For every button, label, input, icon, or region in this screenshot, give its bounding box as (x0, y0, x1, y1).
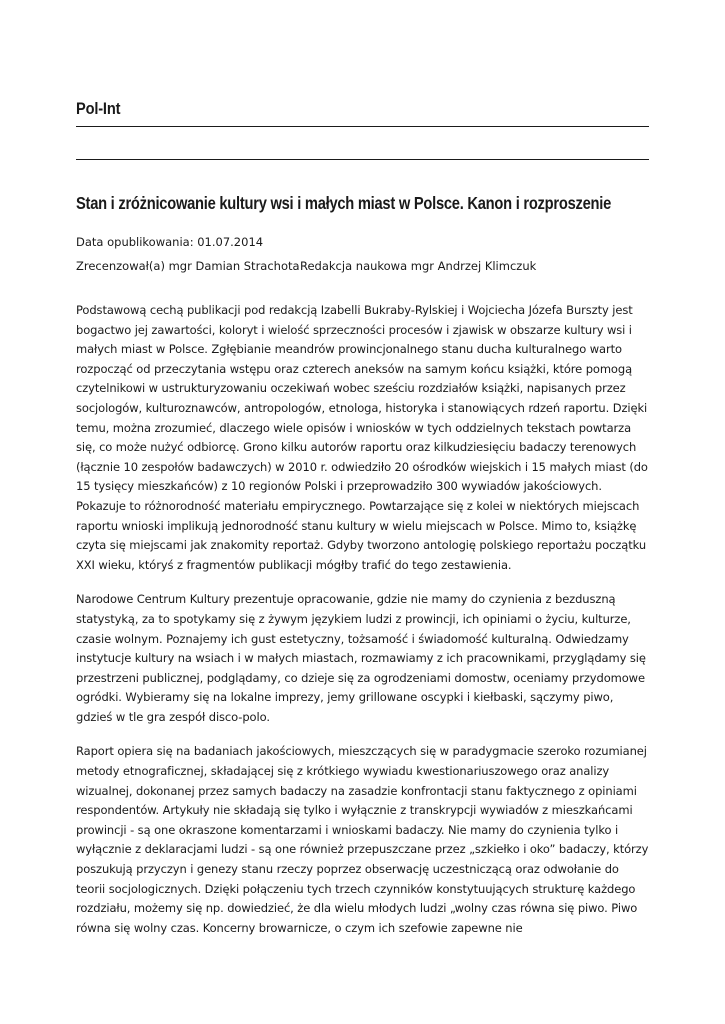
body-paragraph: Raport opiera się na badaniach jakościowych, mieszczących się w paradygmacie szeroko rozumianej metody etnograficznej, składającej się z krótkiego wywiadu kwestionariuszowego oraz analizy wizualnej, dokonanej przez samych badaczy na zasadzie konfrontacji stanu faktycznego z opiniami respondentów. Artykuły nie składają się tylko i wyłącznie z transkrypcji wywiadów z mieszkańcami prowincji - są one okraszone komentarzami i wnioskami badaczy. Nie mamy do czynienia tylko i wyłącznie z deklaracjami ludzi - są one również przepuszczane przez „szkiełko i oko” badaczy, którzy poszukują przyczyn i genezy stanu rzeczy poprzez obserwację uczestniczącą oraz odwołanie do teorii socjologicznych. Dzięki połączeniu tych trzech czynników konstytuujących strukturę każdego rozdziału, możemy się np. dowiedzieć, że dla wielu młodych ludzi „wolny czas równa się piwo. Piwo równa się wolny czas. Koncerny browarnicze, o czym ich szefowie zapewne nie (76, 744, 649, 935)
article-body (76, 301, 649, 953)
reviewer-credit: Zrecenzował(a) mgr Damian Strachota (76, 259, 300, 273)
editor-credit: Redakcja naukowa mgr Andrzej Klimczuk (300, 259, 537, 273)
title-divider (76, 159, 649, 160)
header-divider (76, 126, 649, 127)
body-paragraph: Podstawową cechą publikacji pod redakcją Izabelli Bukraby-Rylskiej i Wojciecha Józefa Burszty jest bogactwo jej zawartości, koloryt i wielość sprzeczności procesów i zjawisk w obszarze kultury wsi i małych miast w Polsce. Zgłębianie meandrów prowincjonalnego stanu ducha kulturalnego warto rozpocząć od przeczytania wstępu oraz czterech aneksów na samym końcu książki, które pomogą czytelnikowi w ustrukturyzowaniu oczekiwań wobec sześciu rozdziałów książki, napisanych przez socjologów, kulturoznawców, antropologów, etnologa, historyka i stanowiących rdzeń raportu. Dzięki temu, można zrozumieć, dlaczego wiele opisów i wniosków w tych oddzielnych tekstach powtarza się, co może nużyć odbiorcę. Grono kilku autorów raportu oraz kilkudziesięciu badaczy terenowych (łącznie 10 zespołów badawczych) w 2010 r. odwiedziło 20 ośrodków wiejskich i 15 małych miast (do 15 tysięcy mieszkańców) z 10 regionów Polski i przeprowadziło 300 wywiadów jakościowych. Pokazuje to różnorodność materiału empirycznego. Powtarzające się z kolei w niektórych miejscach raportu wnioski implikują jednorodność stanu kultury w wielu miejscach w Polsce. Mimo to, książkę czyta się miejscami jak znakomity reportaż. Gdyby tworzono antologię polskiego reportażu początku XXI wieku, któryś z fragmentów publikacji mógłby trafić do tego zestawienia. (76, 303, 648, 572)
article-title: Stan i zróżnicowanie kultury wsi i małych miast w Polsce. Kanon i rozproszenie (76, 193, 612, 213)
site-title: Pol-Int (76, 99, 121, 118)
publication-date: Data opublikowania: 01.07.2014 (76, 235, 264, 249)
article-credits (76, 258, 536, 274)
body-paragraph: Narodowe Centrum Kultury prezentuje opracowanie, gdzie nie mamy do czynienia z bezduszną statystyką, za to spotykamy się z żywym językiem ludzi z prowincji, ich opiniami o życiu, kulturze, czasie wolnym. Poznajemy ich gust estetyczny, tożsamość i świadomość kulturalną. Odwiedzamy instytucje kultury na wsiach i w małych miastach, rozmawiamy z ich pracownikami, przyglądamy się przestrzeni publicznej, podglądamy, co dzieje się za ogrodzeniami domostw, oceniamy przydomowe ogródki. Wybieramy się na lokalne imprezy, jemy grillowane oscypki i kiełbaski, sączymy piwo, gdzieś w tle gra zespół disco-polo. (76, 592, 646, 724)
